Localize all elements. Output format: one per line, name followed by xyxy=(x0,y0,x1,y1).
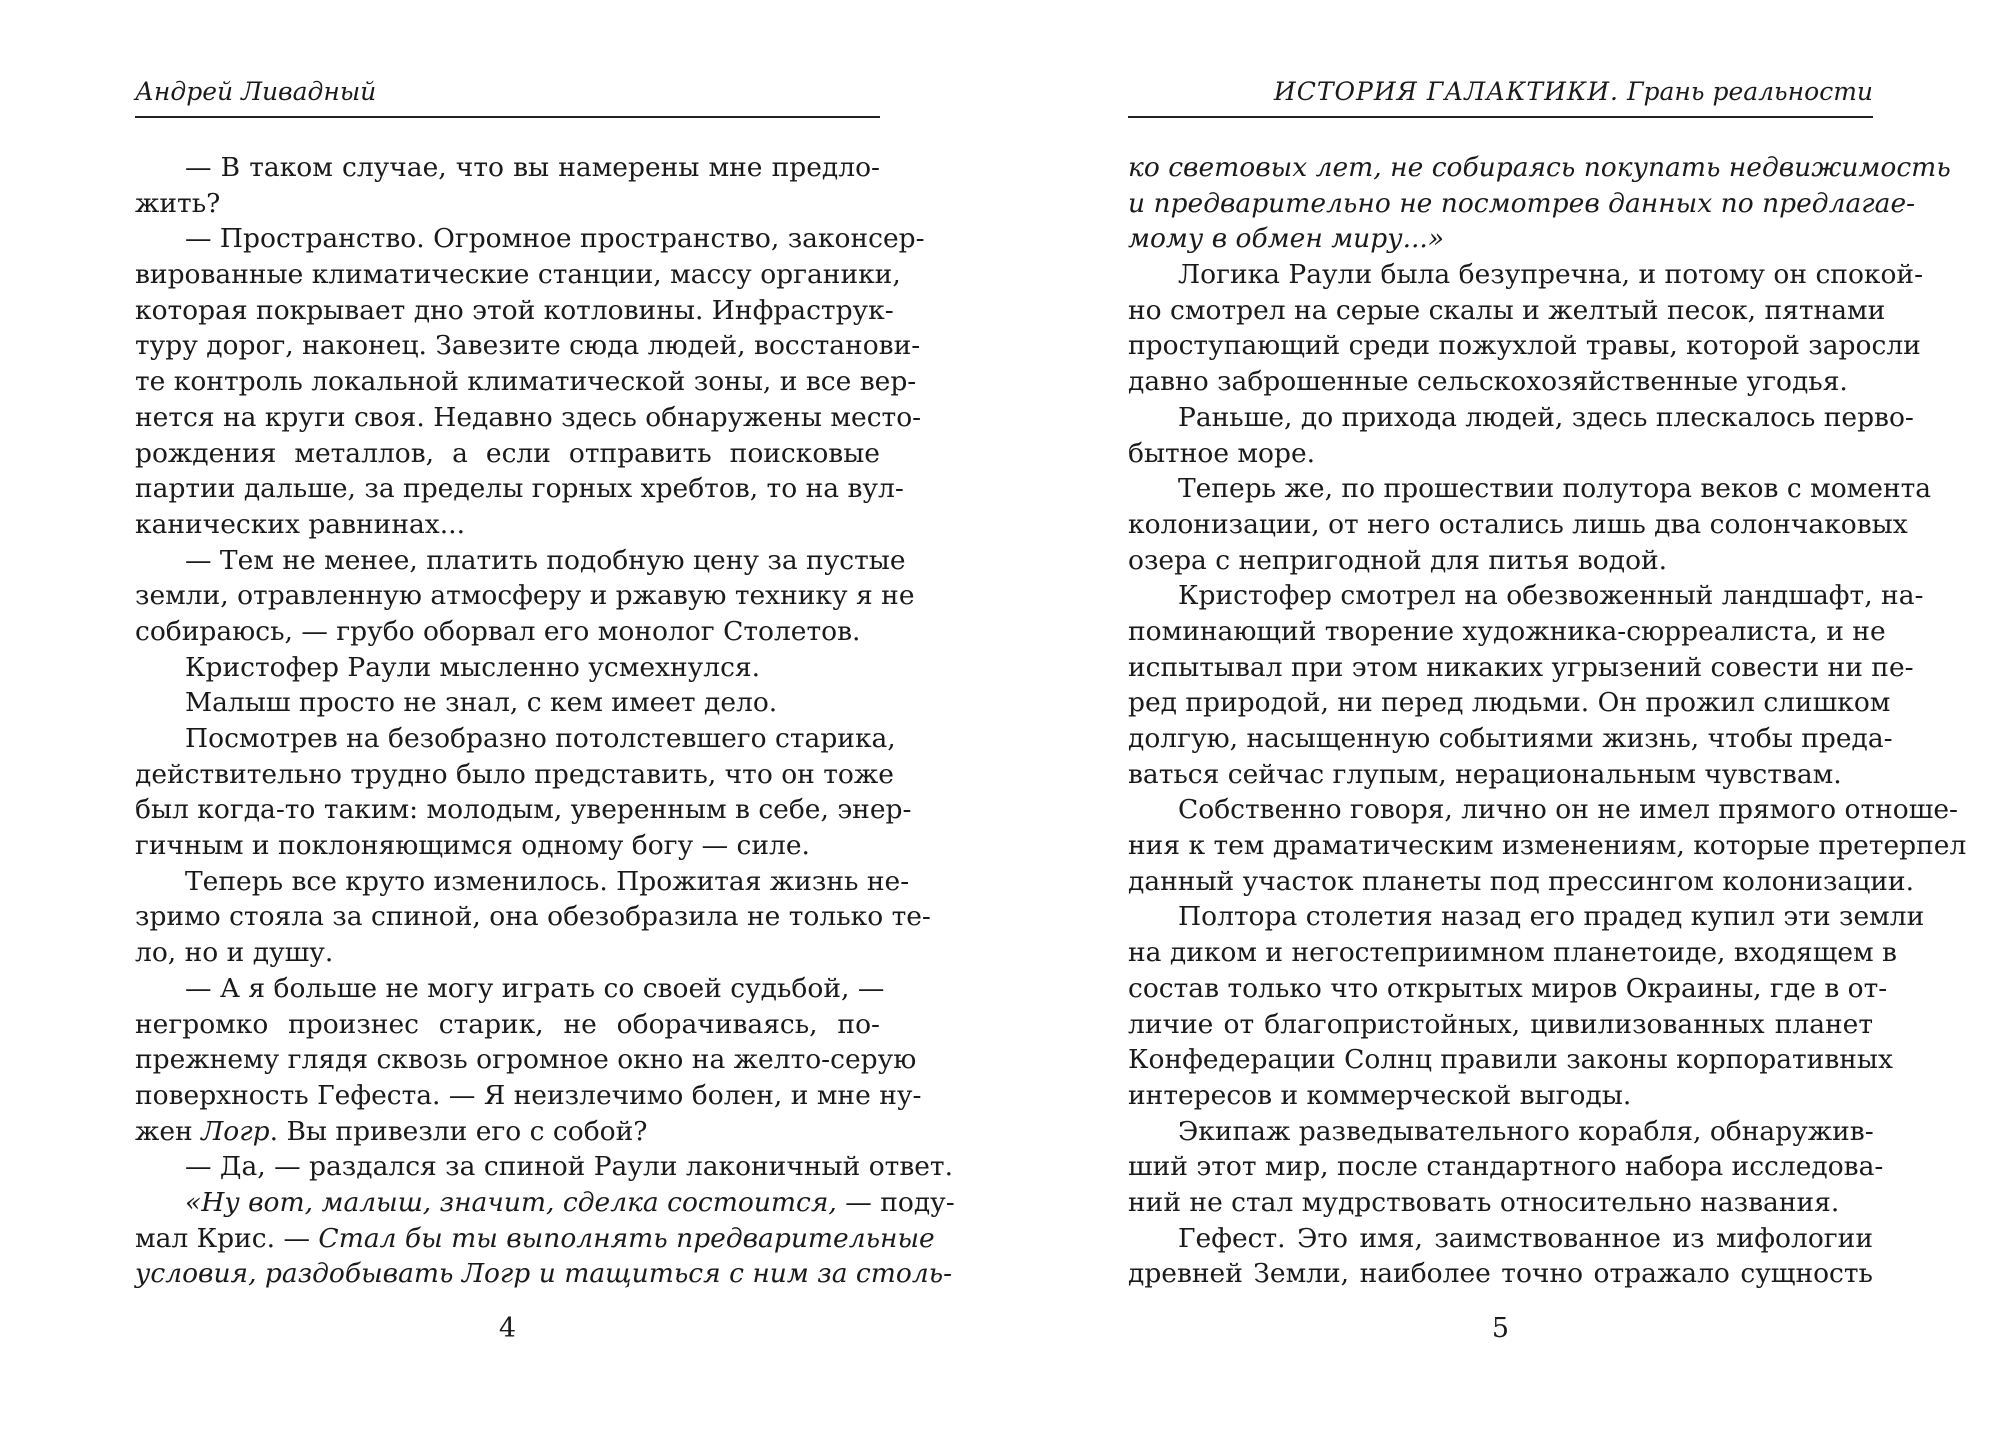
text-line: Собственно говоря, лично он не имел прямого отноше- xyxy=(1178,794,1958,826)
series-title: ИСТОРИЯ ГАЛАКТИКИ. xyxy=(1273,77,1619,106)
text-line: ния к тем драматическим изменениям, которые претерпел xyxy=(1128,830,1967,862)
text-line: условия, раздобывать Логр и тащиться с ним за столь- xyxy=(135,1258,953,1290)
text-line: Теперь же, по прошествии полутора веков с момента xyxy=(1178,473,1932,505)
text-line: Полтора столетия назад его прадед купил эти земли xyxy=(1178,901,1925,933)
text-line: но смотрел на серые скалы и желтый песок, пятнами xyxy=(1128,294,1886,326)
text-line: ваться сейчас глупым, нерациональным чувствам. xyxy=(1128,758,1842,790)
text-line: Раньше, до прихода людей, здесь плескалось перво- xyxy=(1178,401,1914,433)
text-line: интересов и коммерческой выгоды. xyxy=(1128,1079,1632,1111)
text-line: Логика Раули была безупречна, и потому он спокой- xyxy=(1178,259,1924,291)
text-line: ний не стал мудрствовать относительно названия. xyxy=(1128,1186,1840,1218)
text-line: испытывал при этом никаких угрызений совести ни пе- xyxy=(1128,651,1914,683)
text-line: которая покрывает дно этой котловины. Инфраструк- xyxy=(135,294,894,326)
text-line: — А я больше не могу играть со своей судьбой, — xyxy=(185,972,885,1004)
text-line: Экипаж разведывательного корабля, обнаружив- xyxy=(1178,1115,1874,1147)
text-line: долгую, насыщенную событиями жизнь, чтобы преда- xyxy=(1128,723,1893,754)
text-line: жен Логр. Вы привезли его с собой? xyxy=(135,1115,648,1147)
text-line: — Да, — раздался за спиной Раули лаконичный ответ. xyxy=(185,1151,954,1183)
text-line: личие от благопристойных, цивилизованных планет xyxy=(1128,1008,1873,1040)
text-line: туру дорог, наконец. Завезите сюда людей, восстанови- xyxy=(135,330,921,362)
left-page-text xyxy=(135,150,955,1292)
text-line: — В таком случае, что вы намерены мне предло- xyxy=(185,152,880,183)
text-line: земли, отравленную атмосферу и ржавую технику я не xyxy=(135,580,915,612)
text-line: на диком и негостеприимном планетоиде, входящем в xyxy=(1128,937,1897,969)
text-line: рождения металлов, а если отправить поисковые xyxy=(135,437,880,469)
text-line: канических равнинах... xyxy=(135,508,466,540)
text-line: Теперь все круто изменилось. Прожитая жизнь не- xyxy=(185,865,910,897)
running-header-title xyxy=(1128,66,1873,118)
text-line: вированные климатические станции, массу органики, xyxy=(135,259,901,291)
text-line: поверхность Гефеста. — Я неизлечимо болен, и мне ну- xyxy=(135,1079,922,1111)
text-line: негромко произнес старик, не оборачиваясь, по- xyxy=(135,1008,880,1040)
text-line: данный участок планеты под прессингом колонизации. xyxy=(1128,865,1915,897)
page-number: 5 xyxy=(1491,1313,1510,1344)
text-line: мал Крис. — Стал бы ты выполнять предварительные xyxy=(135,1222,935,1254)
text-line: те контроль локальной климатической зоны, и все вер- xyxy=(135,366,917,398)
text-line: проступающий среди пожухлой травы, которой заросли xyxy=(1128,330,1921,362)
text-line: ло, но и душу. xyxy=(135,937,334,969)
text-line: прежнему глядя сквозь огромное окно на желто-серую xyxy=(135,1044,917,1076)
text-line: «Ну вот, малыш, значит, сделка состоится, — поду- xyxy=(185,1186,955,1218)
text-line: мому в обмен миру...» xyxy=(1128,223,1445,255)
text-line: нется на круги своя. Недавно здесь обнаружены место- xyxy=(135,401,922,433)
text-line: Кристофер Раули мысленно усмехнулся. xyxy=(185,651,761,683)
text-line: был когда-то таким: молодым, уверенным в себе, энер- xyxy=(135,794,912,826)
right-page xyxy=(1128,0,1967,1344)
text-line: зримо стояла за спиной, она обезобразила не только те- xyxy=(135,901,931,933)
text-line: действительно трудно было представить, что он тоже xyxy=(135,758,894,790)
text-line: колонизации, от него остались лишь два солончаковых xyxy=(1128,508,1908,540)
text-line: состав только что открытых миров Окраины, где в от- xyxy=(1128,972,1888,1004)
text-line: собираюсь, — грубо оборвал его монолог Столетов. xyxy=(135,615,861,647)
book-subtitle: Грань реальности xyxy=(1626,77,1873,106)
text-line: и предварительно не посмотрев данных по предлагае- xyxy=(1128,187,1916,219)
text-line: ко световых лет, не собираясь покупать недвижимость xyxy=(1128,152,1951,183)
text-line: — Тем не менее, платить подобную цену за пустые xyxy=(185,544,906,576)
text-line: бытное море. xyxy=(1128,437,1316,469)
text-line: озера с непригодной для питья водой. xyxy=(1128,544,1668,576)
right-page-text xyxy=(1128,150,1967,1292)
left-page xyxy=(135,0,955,1344)
page-number: 4 xyxy=(498,1313,517,1344)
text-line: Конфедерации Солнц правили законы корпоративных xyxy=(1128,1044,1893,1076)
text-line: Кристофер смотрел на обезвоженный ландшафт, на- xyxy=(1178,580,1924,612)
text-line: Малыш просто не знал, с кем имеет дело. xyxy=(185,687,778,719)
text-line: — Пространство. Огромное пространство, законсер- xyxy=(185,223,925,255)
text-line: жить? xyxy=(135,187,221,219)
text-line: гичным и поклоняющимся одному богу — силе. xyxy=(135,830,810,862)
text-line: давно заброшенные сельскохозяйственные угодья. xyxy=(1128,366,1848,398)
running-header-author: Андрей Ливадный xyxy=(135,66,880,118)
text-line: поминающий творение художника-сюрреалиста, и не xyxy=(1128,615,1886,647)
text-line: древней Земли, наиболее точно отражало сущность xyxy=(1128,1258,1873,1290)
text-line: Гефест. Это имя, заимствованное из мифологии xyxy=(1178,1222,1873,1254)
text-line: Посмотрев на безобразно потолстевшего старика, xyxy=(185,723,896,754)
text-line: ший этот мир, после стандартного набора исследова- xyxy=(1128,1151,1884,1183)
text-line: ред природой, ни перед людьми. Он прожил слишком xyxy=(1128,687,1891,719)
text-line: партии дальше, за пределы горных хребтов, то на вул- xyxy=(135,473,904,505)
